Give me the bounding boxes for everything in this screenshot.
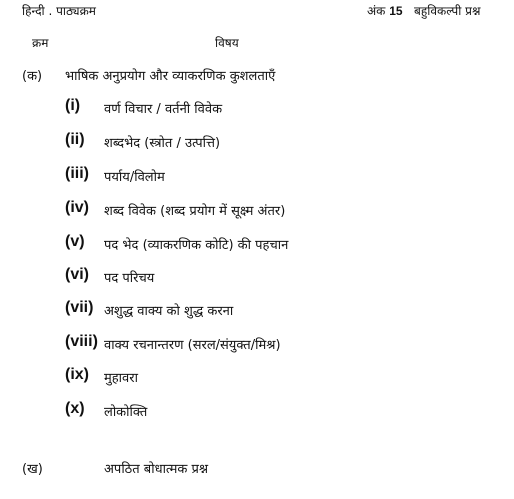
section-a-title: भाषिक अनुप्रयोग और व्याकरणिक कुशलताएँ (65, 69, 276, 84)
item-text: वाक्य रचनान्तरण (सरल/संयुक्त/मिश्र) (104, 338, 281, 353)
item-number: (viii) (65, 333, 98, 350)
item-text: शब्दभेद (स्त्रोत / उत्पत्ति) (104, 136, 221, 151)
item-number: (ix) (65, 366, 89, 383)
item-text: अशुद्ध वाक्य को शुद्ध करना (104, 304, 234, 319)
item-number: (v) (65, 233, 85, 250)
column-header-serial: क्रम (32, 36, 49, 50)
section-b-title: अपठित बोधात्मक प्रश्न (104, 462, 209, 477)
item-text: पद भेद (व्याकरणिक कोटि) की पहचान (104, 238, 289, 253)
marks-info (367, 2, 480, 19)
item-number: (iv) (65, 199, 89, 216)
item-text: वर्ण विचार / वर्तनी विवेक (104, 102, 223, 117)
item-number: (vi) (65, 266, 89, 283)
item-number: (ii) (65, 131, 85, 148)
item-number: (x) (65, 400, 85, 417)
section-a-label: (क) (22, 69, 43, 84)
marks-label: अंक (367, 4, 386, 18)
marks-value: 15 (389, 4, 403, 18)
question-type: बहुविकल्पी प्रश्न (414, 4, 481, 18)
item-text: लोकोक्ति (104, 405, 148, 420)
section-b-label: (ख) (22, 462, 43, 477)
item-text: मुहावरा (104, 371, 138, 386)
column-header-subject: विषय (215, 36, 239, 50)
item-text: पद परिचय (104, 271, 155, 286)
item-text: पर्याय/विलोम (104, 170, 165, 185)
item-number: (vii) (65, 299, 94, 316)
item-number: (iii) (65, 165, 89, 182)
item-text: शब्द विवेक (शब्द प्रयोग में सूक्ष्म अंतर) (104, 204, 286, 219)
syllabus-title: हिन्दी . पाठ्यक्रम (22, 4, 96, 18)
item-number: (i) (65, 97, 81, 114)
